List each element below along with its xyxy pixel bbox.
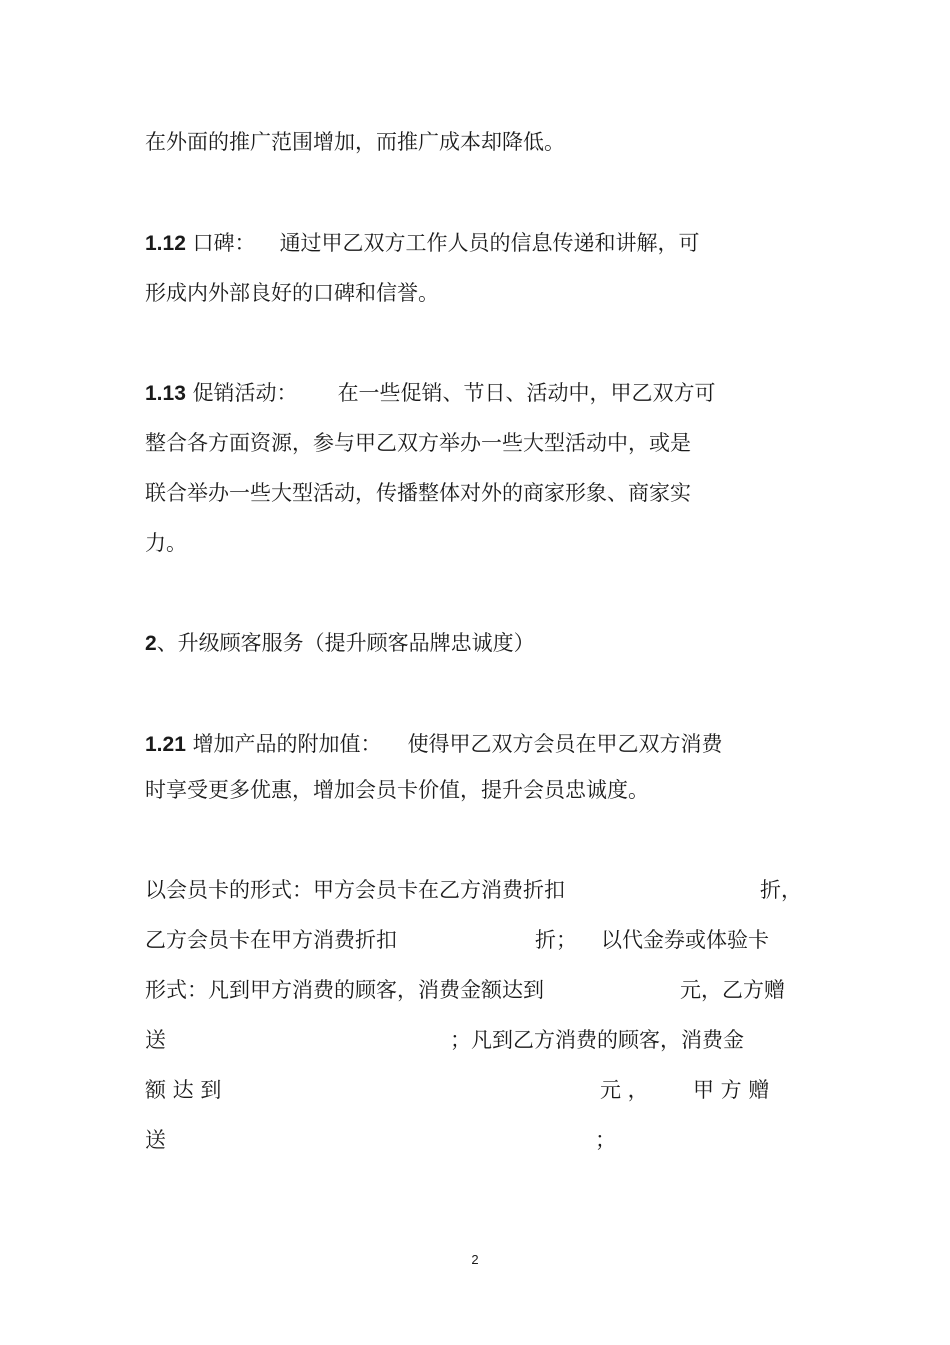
section-1-21-heading: 1.21 增加产品的附加值： 使得甲乙双方会员在甲乙双方消费 (145, 732, 723, 756)
paragraph-line: 时享受更多优惠，增加会员卡价值，提升会员忠诚度。 (145, 778, 649, 802)
paragraph-line: 力。 (145, 531, 187, 555)
section-1-13-heading: 1.13 促销活动： 在一些促销、节日、活动中，甲乙双方可 (145, 381, 716, 405)
section-1-12-heading: 1.12 口碑： 通过甲乙双方工作人员的信息传递和讲解，可 (145, 231, 700, 255)
section-title: 、升级顾客服务（提升顾客品牌忠诚度） (156, 631, 535, 655)
section-number: 1.12 (145, 232, 186, 255)
paragraph-line: 形成内外部良好的口碑和信誉。 (145, 281, 439, 305)
paragraph-line: 整合各方面资源，参与甲乙双方举办一些大型活动中，或是 (145, 431, 691, 455)
paragraph-line: 额 达 到 元 ， 甲 方 赠 (145, 1078, 770, 1102)
section-title: 促销活动： (192, 381, 298, 405)
section-2-heading (145, 629, 535, 658)
paragraph-line: 以会员卡的形式：甲方会员卡在乙方消费折扣 折， (145, 878, 802, 902)
section-title: 口碑： (192, 231, 256, 255)
section-number: 2 (145, 632, 157, 655)
page-number: 2 (471, 1252, 479, 1267)
section-title: 增加产品的附加值： (192, 732, 382, 756)
section-number: 1.13 (145, 382, 186, 405)
section-number: 1.21 (145, 733, 186, 756)
paragraph-line: 在外面的推广范围增加，而推广成本却降低。 (145, 130, 565, 154)
paragraph-line: 联合举办一些大型活动，传播整体对外的商家形象、商家实 (145, 481, 691, 505)
paragraph-line: 乙方会员卡在甲方消费折扣 折； 以代金券或体验卡 (145, 928, 769, 952)
paragraph-line: 形式：凡到甲方消费的顾客，消费金额达到 元，乙方赠 (145, 978, 785, 1002)
paragraph-line: 送 ；凡到乙方消费的顾客，消费金 (145, 1028, 744, 1052)
paragraph-line: 送 ； (145, 1128, 616, 1152)
